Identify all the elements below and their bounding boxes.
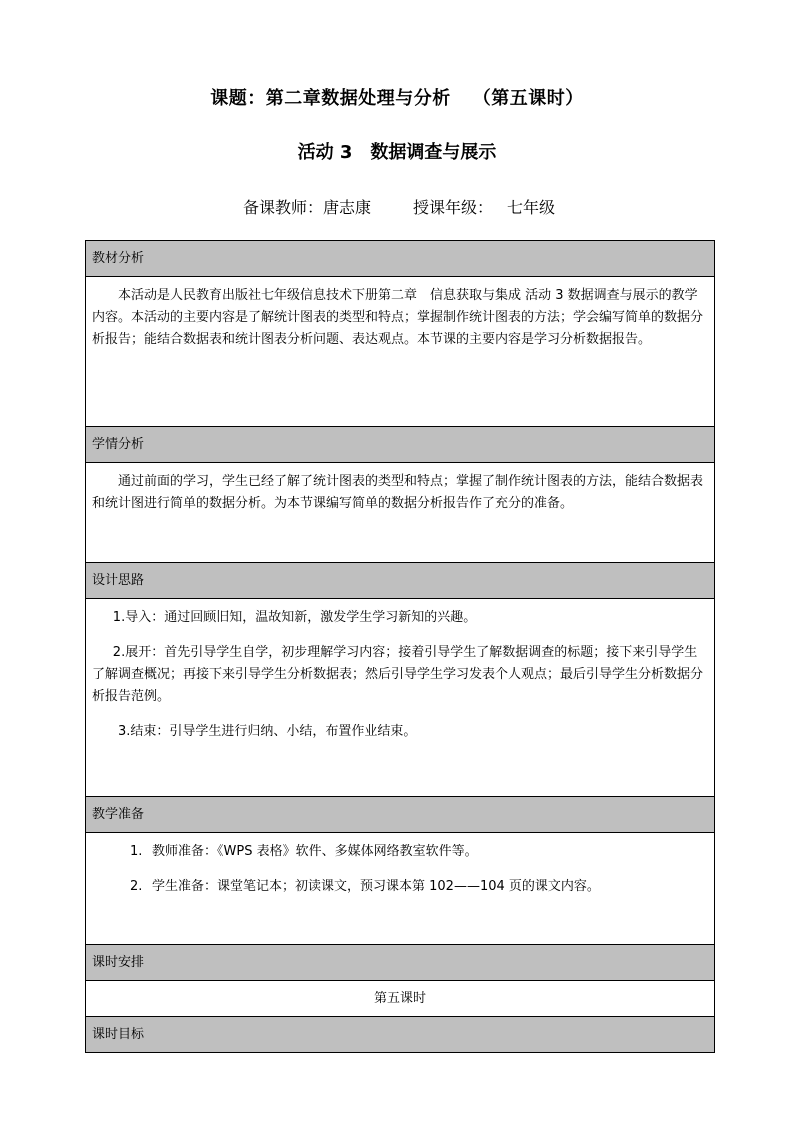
section-body-students bbox=[86, 463, 715, 563]
design-item: 3.结束：引导学生进行归纳、小结，布置作业结束。 bbox=[118, 724, 417, 739]
section-header-cell: 学情分析 bbox=[86, 427, 715, 463]
students-text: 通过前面的学习，学生已经了解了统计图表的类型和特点；掌握了制作统计图表的方法，能结合数据表和统计图进行简单的数据分析。为本节课编写简单的数据分析报告作了充分的准备。 bbox=[92, 474, 704, 511]
teacher-name: 唐志康 bbox=[323, 198, 372, 217]
title-lesson-number: （第五课时） bbox=[472, 88, 584, 109]
grade-label: 授课年级： bbox=[413, 198, 494, 217]
material-text: 本活动是人民教育出版社七年级信息技术下册第二章 信息获取与集成 活动 3 数据调查与展示的教学内容。本活动的主要内容是了解统计图表的类型和特点；掌握制作统计图表的方法；学会编写简单的数据分析报告；能结合数据表和统计图表分析问题、表达观点。本节课的主要内容是学习分析数据报告。 bbox=[92, 288, 704, 347]
prep-item-number: 1. bbox=[130, 844, 143, 859]
prep-item-text: 教师准备：《WPS 表格》软件、多媒体网络教室软件等。 bbox=[152, 844, 478, 859]
section-header-prep bbox=[86, 797, 715, 833]
section-body-material bbox=[86, 277, 715, 427]
section-header-schedule bbox=[86, 945, 715, 981]
prep-item-text: 学生准备：课堂笔记本；初读课文，预习课本第 102——104 页的课文内容。 bbox=[152, 879, 600, 894]
section-header-cell: 教材分析 bbox=[86, 241, 715, 277]
teacher-label: 备课教师： bbox=[243, 198, 324, 217]
section-header-cell: 课时目标 bbox=[86, 1017, 715, 1053]
section-body-schedule bbox=[86, 981, 715, 1017]
section-header-cell: 设计思路 bbox=[86, 563, 715, 599]
schedule-value: 第五课时 bbox=[86, 981, 715, 1017]
section-header-design bbox=[86, 563, 715, 599]
prep-item bbox=[92, 841, 708, 863]
activity-number: 活动 3 bbox=[297, 142, 353, 163]
section-header-cell: 教学准备 bbox=[86, 797, 715, 833]
design-item: 1.导入：通过回顾旧知，温故知新，激发学生学习新知的兴趣。 bbox=[112, 610, 477, 625]
activity-name: 数据调查与展示 bbox=[370, 142, 497, 163]
section-body-prep bbox=[86, 833, 715, 945]
page-subtitle bbox=[0, 138, 794, 164]
section-header-students bbox=[86, 427, 715, 463]
title-main: 课题：第二章数据处理与分析 bbox=[210, 88, 451, 109]
design-item: 2.展开：首先引导学生自学，初步理解学习内容；接着引导学生了解数据调查的标题；接下来引导学生了解调查概况；再接下来引导学生分析数据表；然后引导学生学习发表个人观点；最后引导学生分析数据分析报告范例。 bbox=[92, 645, 704, 704]
section-header-goals bbox=[86, 1017, 715, 1053]
section-header-material bbox=[86, 241, 715, 277]
page-title bbox=[0, 84, 794, 110]
section-header-cell: 课时安排 bbox=[86, 945, 715, 981]
lesson-meta bbox=[243, 195, 555, 218]
prep-item bbox=[92, 876, 708, 898]
prep-item-number: 2. bbox=[130, 879, 143, 894]
grade-value: 七年级 bbox=[507, 198, 556, 217]
section-body-design bbox=[86, 599, 715, 797]
lesson-plan-table bbox=[85, 240, 715, 1053]
